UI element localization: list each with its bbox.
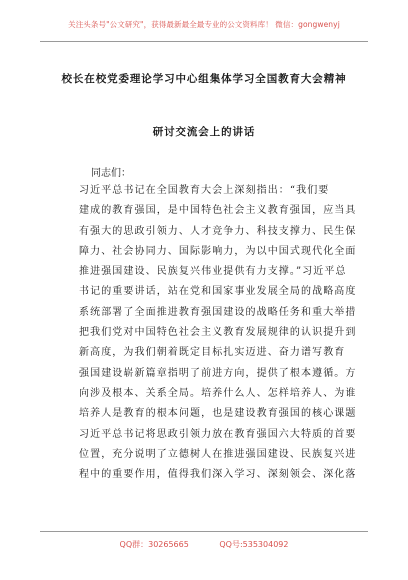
body-line: 障力、社会协同力、国际影响力，为以中国式现代化全面 [79,245,357,257]
body-line: 系统部署了全面推进教育强国建设的战略任务和重大举措 [79,306,357,318]
body-line: 位置，充分说明了立德树人在推进强国建设、民族复兴进 [79,448,357,460]
body-line: 习近平总书记将思政引领力放在教育强国六大特质的首要 [79,428,357,440]
body-text [79,181,357,485]
salutation: 同志们： [91,168,131,179]
body-line: 强国建设崭新篇章指明了前进方向，提供了根本遵循。方 [79,367,357,379]
body-line: 有强大的思政引领力、人才竞争力、科技支撑力、民生保 [79,225,357,237]
header-note: 关注头条号"公文研究"，获得最新最全最专业的公文资料库！ 微信：gongwenyj [68,20,340,29]
footer-divider [40,531,368,532]
document-title-line-2: 研讨交流会上的讲话 [152,126,256,138]
body-line: 推进强国建设、民族复兴伟业提供有力支撑。”习近平总 [79,266,347,278]
body-line: 习近平总书记在全国教育大会上深刻指出：“我们要 [79,185,330,196]
body-line: 程中的重要作用，值得我们深入学习、深刻领会、深化落 [79,469,357,481]
body-line: 培养人是教育的根本问题，也是建设教育强国的核心课题 [79,408,357,420]
body-line: 向涉及根本、关系全局。培养什么人、怎样培养人、为谁 [79,387,357,399]
footer-qq-group: QQ群：30265665 [119,540,189,549]
footer-qq-number: QQ号:535304092 [219,540,289,549]
body-line: 书记的重要讲话，站在党和国家事业发展全局的战略高度 [79,286,357,298]
body-line: 新高度，为我们朝着既定目标扎实迈进、奋力谱写教育 [79,347,346,359]
document-title-line-1: 校长在校党委理论学习中心组集体学习全国教育大会精神 [61,73,347,85]
body-line: 把我们党对中国特色社会主义教育发展规律的认识提升到 [79,327,357,339]
footer [0,539,408,550]
header-divider [40,41,368,42]
body-line: 建成的教育强国，是中国特色社会主义教育强国，应当具 [79,205,357,217]
